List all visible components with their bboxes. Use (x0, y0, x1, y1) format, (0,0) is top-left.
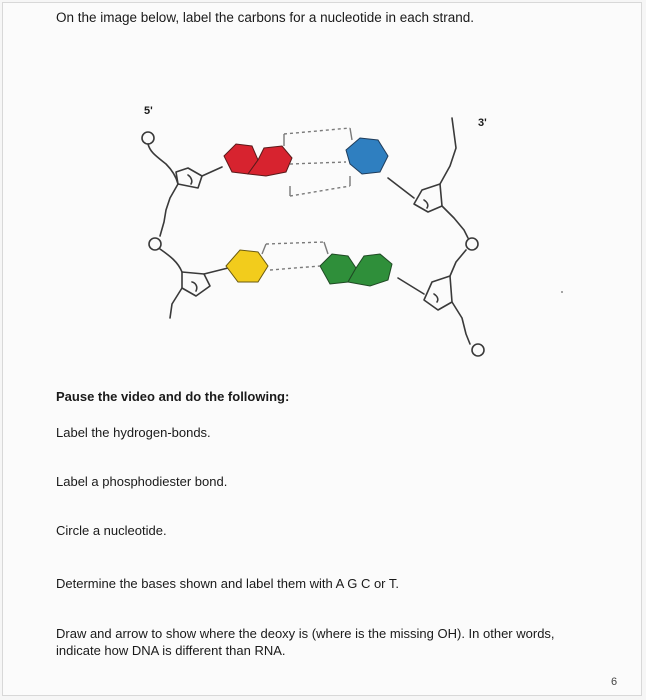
glycosidic-bond (204, 268, 228, 274)
task-phosphodiester-bond: Label a phosphodiester bond. (56, 474, 228, 489)
phosphate-circle-mid-left (149, 238, 161, 250)
sugar-oxygen-mark (188, 175, 192, 184)
sugar-ring-right-bottom (424, 276, 452, 310)
sugar-oxygen-mark (424, 200, 428, 208)
backbone-segment (442, 206, 468, 238)
hydrogen-bond (266, 242, 324, 244)
base-bottom-left (226, 250, 268, 282)
hydrogen-bond-stub (350, 128, 352, 140)
backbone-segment (440, 118, 456, 184)
hydrogen-bond (284, 128, 350, 134)
glycosidic-bond (398, 278, 424, 294)
task-hydrogen-bonds: Label the hydrogen-bonds. (56, 425, 211, 440)
backbone-segment (160, 184, 178, 236)
phosphate-circle-bottom-right (472, 344, 484, 356)
task-determine-bases: Determine the bases shown and label them with A G C or T. (56, 576, 399, 591)
sugar-oxygen-mark (192, 282, 197, 291)
phosphate-circle-mid-right (466, 238, 478, 250)
instructions-heading: Pause the video and do the following: (56, 389, 290, 404)
three-prime-label: 3' (478, 117, 487, 129)
backbone-segment (450, 250, 466, 276)
five-prime-label: 5' (144, 105, 153, 117)
worksheet-title: On the image below, label the carbons for a nucleotide in each strand. (56, 10, 475, 25)
base-bottom-right-ring2 (348, 254, 392, 286)
task-circle-nucleotide: Circle a nucleotide. (56, 523, 167, 538)
hydrogen-bond-stub (324, 242, 328, 254)
phosphate-circle-top-left (142, 132, 154, 144)
hydrogen-bond (290, 186, 350, 196)
glycosidic-bond (388, 178, 414, 198)
base-top-right (346, 138, 388, 174)
hydrogen-bond-stub (262, 244, 266, 254)
backbone-segment (160, 249, 182, 272)
backbone-segment (170, 288, 182, 318)
backbone-segment (452, 302, 470, 344)
sugar-ring-left-top (176, 168, 202, 188)
sugar-oxygen-mark (434, 294, 438, 302)
page-number: 6 (611, 676, 618, 688)
hydrogen-bond (270, 266, 320, 270)
task-deoxy-arrow: Draw and arrow to show where the deoxy is (where is the missing OH). In other words, indicate how DNA is different than RNA. (56, 626, 555, 658)
backbone-segment (148, 144, 178, 184)
hydrogen-bond (290, 162, 346, 164)
glycosidic-bond (202, 167, 222, 176)
pencil-mark (561, 291, 563, 293)
